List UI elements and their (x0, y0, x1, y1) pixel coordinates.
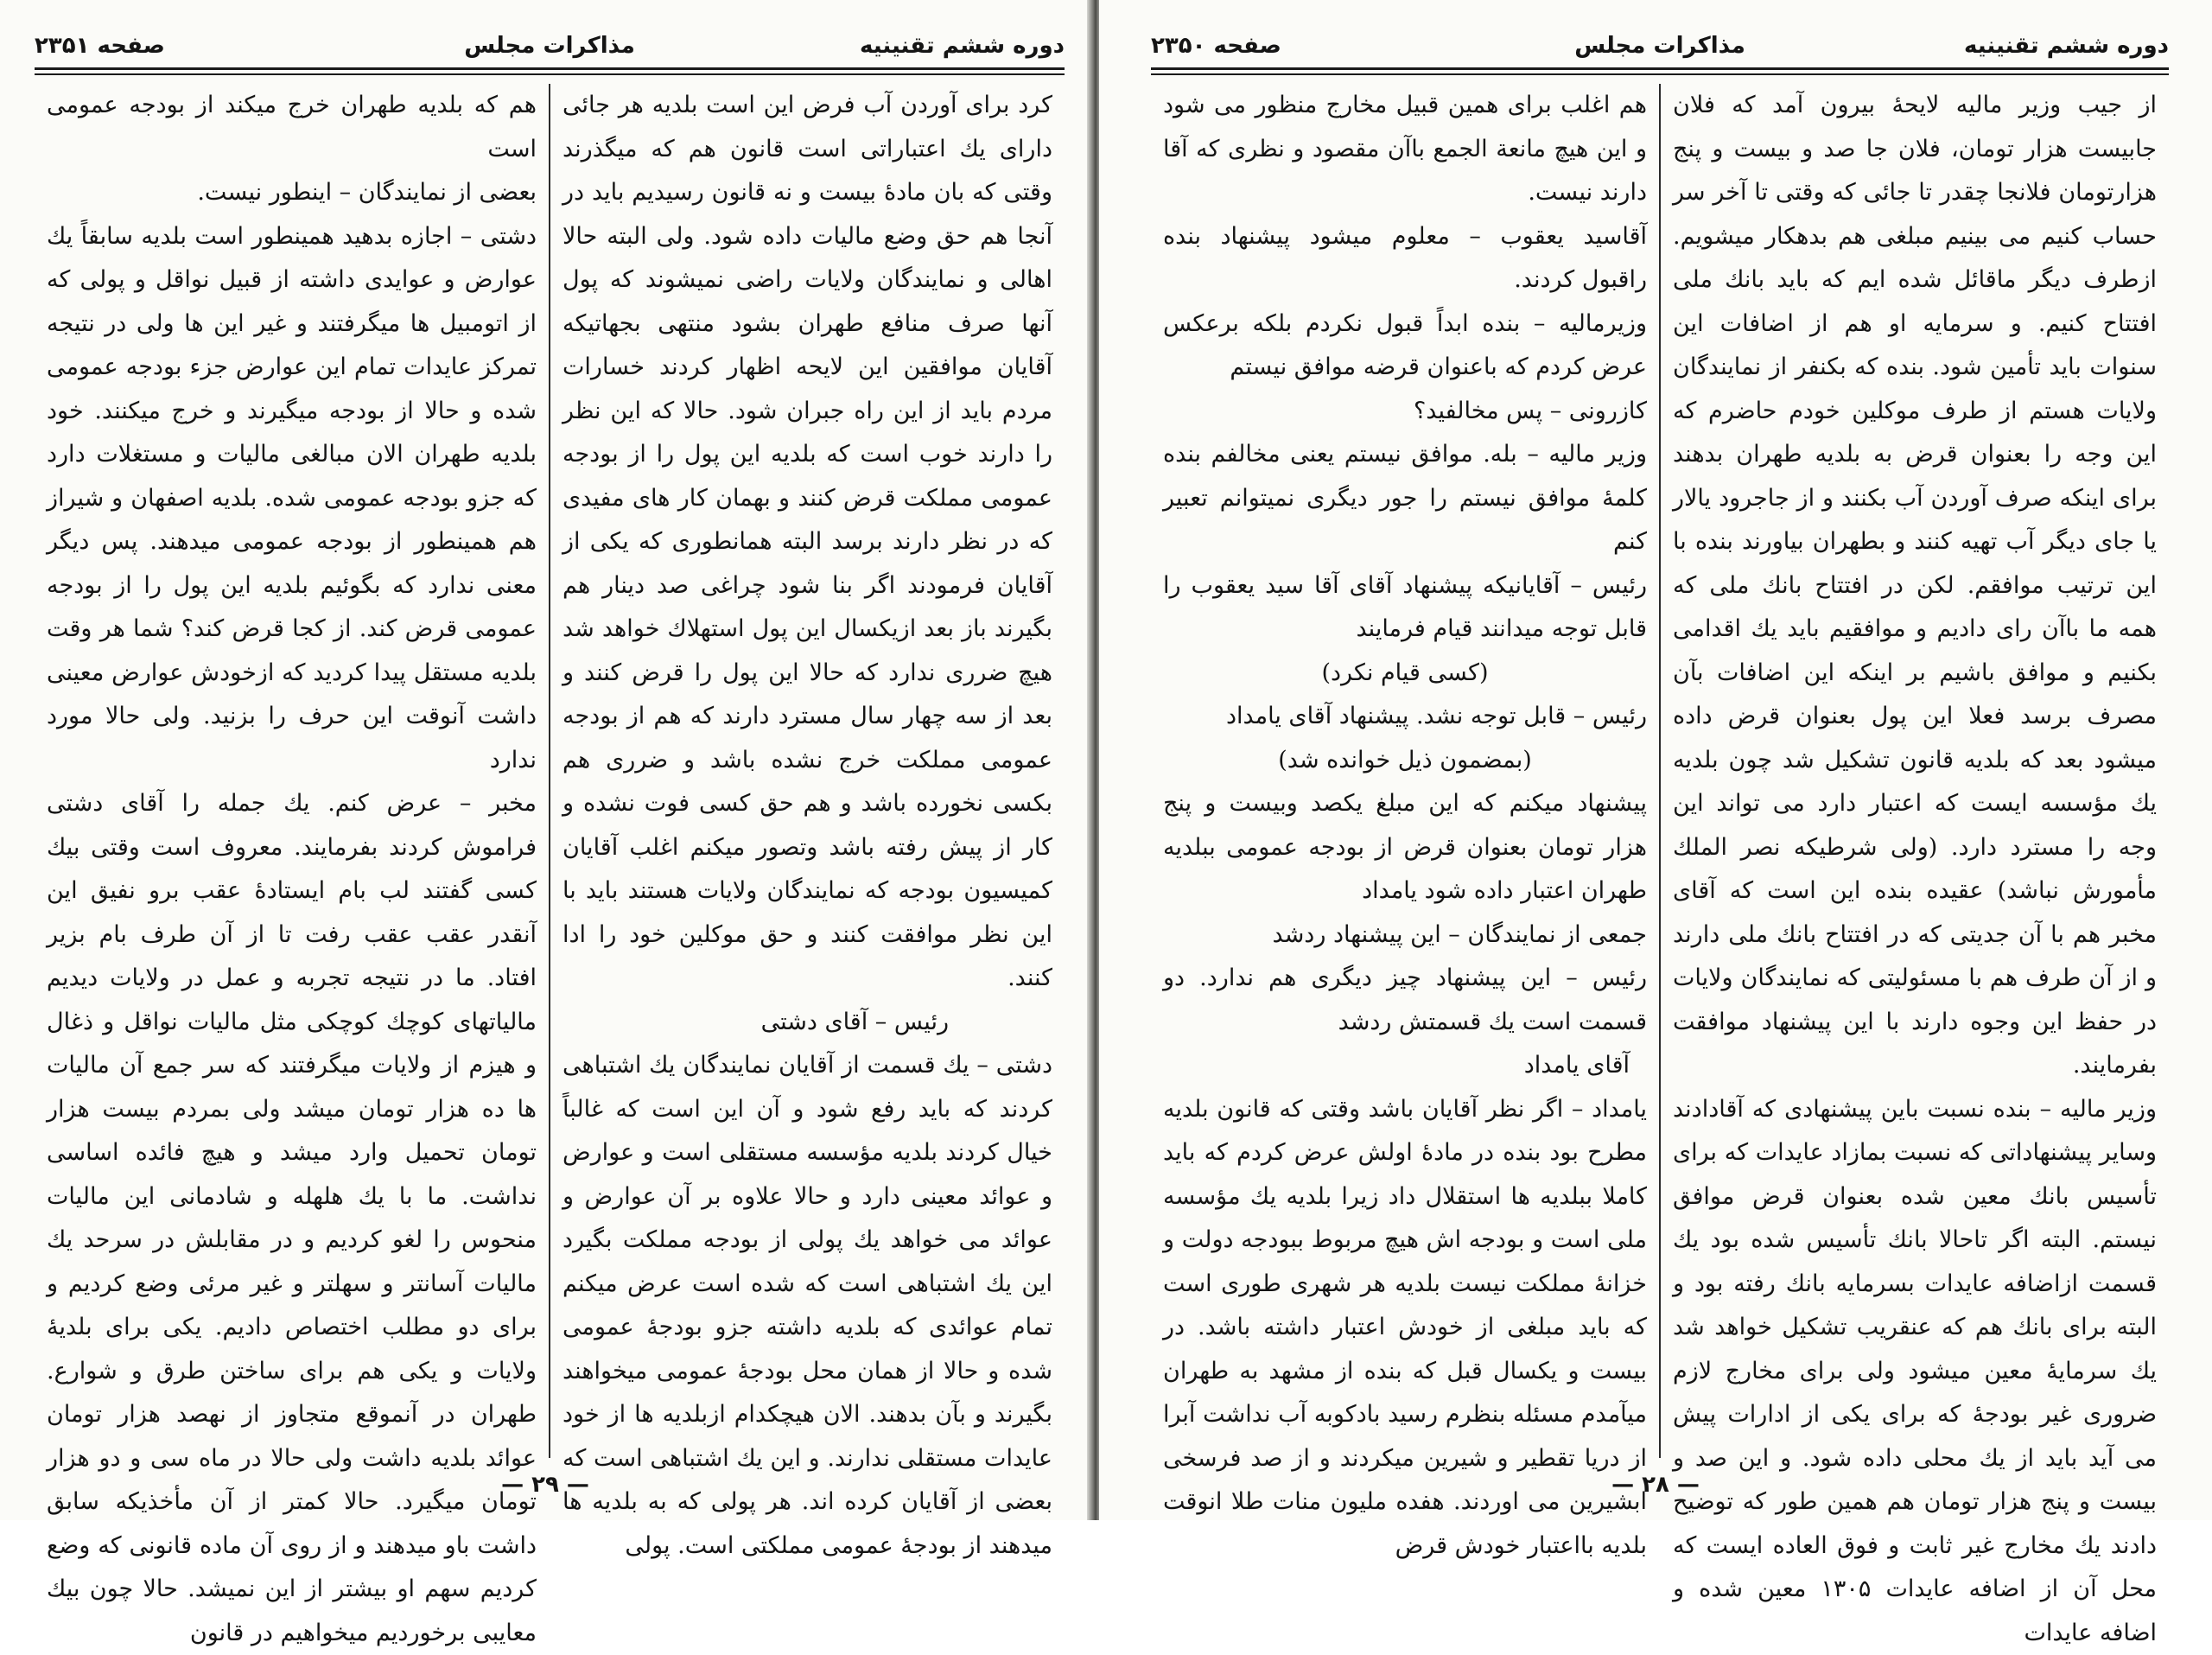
paragraph: از جیب وزیر مالیه لایحهٔ بیرون آمد که فلان جابیست هزار تومان، فلان جا صد و بیست و پنج هزارتومان فلانجا چقدر تا جائی که وقتی تا آخر سر حساب کنیم می بینیم مبلغی هم بدهکار میشویم. ازطرف دیگر ماقائل شده ایم که باید بانك ملی افتتاح کنیم. و سرمایه او هم از اضافات این سنوات باید تأمین شود. بنده که بکنفر از نمایندگان ولایات هستم از طرف موکلین خودم حاضرم که این وجه را بعنوان قرض به بلدیه طهران بدهند برای اینکه صرف آوردن آب بکنند و از جاجرود یالار یا جای دیگر آب تهیه کنند و بطهران بیاورند بنده با این ترتیب موافقم. لکن در افتتاح بانك ملی که همه ما باآن رای دادیم و موافقیم باید یك اقدامی بکنیم و موافق باشیم بر اینکه این اضافات بآن مصرف برسد فعلا این پول بعنوان قرض داده میشود بعد که بلدیه قانون تشکیل شد چون بلدیه یك مؤسسه ایست که اعتبار دارد می تواند این وجه را مسترد دارد. (ولی شرطیکه نصر الملك مأمورش نباشد) عقیده بنده این است که آقای مخبر هم با آن جدیتی که در افتتاح بانك ملی دارند و از آن طرف هم با مسئولیتی که نمایندگان ولایات در حفظ این وجوه دارند با این پیشنهاد موافقت بفرمایند. (1673, 84, 2157, 1088)
page-header (35, 17, 1065, 67)
paragraph: رئیس – آقایانیکه پیشنهاد آقای آقا سید یعقوب را قابل توجه میدانند قیام فرمایند (1163, 564, 1647, 652)
paragraph: رئیس – این پیشنهاد چیز دیگری هم ندارد. دو قسمت است یك قسمتش ردشد (1163, 957, 1647, 1044)
paragraph: وزیر مالیه – بنده نسبت باین پیشنهادی که آقادادند وسایر پیشنهاداتی که نسبت بمازاد عایدات که برای تأسیس بانك معین شده بعنوان قرض موافق نیستم. البته اگر تاحالا بانك تأسیس شده بود یك قسمت ازاضافه عایدات بسرمایه بانك رفته بود و البته برای بانك هم که عنقریب تشکیل خواهد شد یك سرمایهٔ معین میشود ولی برای مخارج لازم ضروری غیر بودجهٔ که برای یکی از ادارات پیش می آید باید از یك محلی داده شود. و این صد و بیست و پنج هزار تومان هم همین طور که توضیح دادند یك مخارج غیر ثابت و فوق العاده ایست که محل آن از اضافه عایدات ۱۳۰۵ معین شده و اضافه عایدات (1673, 1088, 2157, 1655)
header-publication-title: مذاکرات مجلس (464, 33, 635, 59)
header-rule (1151, 67, 2169, 70)
header-rule-thin (1151, 73, 2169, 75)
paragraph: رئیس – آقای دشتی (563, 1001, 1052, 1045)
paragraph: وزیر مالیه – بله. موافق نیستم یعنی مخالفم بنده کلمهٔ موافق نیستم را جور دیگری نمیتوانم تعبیر کنم (1163, 433, 1647, 564)
paragraph: هم اغلب برای همین قبیل مخارج منظور می شود و این هیچ مانعة الجمع باآن مقصود و نظری که آقا دارند نیست. (1163, 84, 1647, 215)
header-publication-title: مذاکرات مجلس (1574, 33, 1745, 59)
header-page-number: صفحه ۲۳۵۱ (35, 33, 165, 59)
paragraph: کرد برای آوردن آب فرض این است بلدیه هر جائی دارای یك اعتباراتی است قانون هم که میگذرند وقتی که بان مادهٔ بیست و نه قانون رسیدیم باید در آنجا هم حق وضع مالیات داده شود. ولی البته حالا اهالی و نمایندگان ولایات راضی نمیشوند که پول آنها صرف منافع طهران بشود منتهی بجهاتیکه آقایان موافقین این لایحه اظهار کردند خسارات مردم باید از این راه جبران شود. حالا که این نظر را دارند خوب است که بلدیه این پول را از بودجه عمومی مملکت قرض کنند و بهمان کار های مفیدی که در نظر دارند برسد البته همانطوری که یکی از آقایان فرمودند اگر بنا شود چراغی صد دینار هم بگیرند باز بعد ازیکسال این پول استهلاك خواهد شد هیچ ضرری ندارد که حالا این پول را قرض کنند و بعد از سه چهار سال مسترد دارند که هم از بودجه عمومی مملکت خرج نشده باشد و ضرری هم بکسی نخورده باشد و هم حق کسی فوت نشده و کار از پیش رفته باشد وتصور میکنم اغلب آقایان کمیسیون بودجه که نمایندگان ولایات هستند باید با این نظر موافقت کنند و حق موکلین خود را ادا کنند. (563, 84, 1052, 1001)
text-columns (35, 84, 1065, 1458)
header-rule-thin (35, 73, 1065, 75)
paragraph: دشتی – اجازه بدهید همینطور است بلدیه سابقاً یك عوارض و عوایدی داشته از قبیل نواقل و پولی که از اتومبیل ها میگرفتند و غیر این ها ولی در نتیجه تمرکز عایدات تمام این عوارض جزء بودجه عمومی شده و حالا از بودجه میگیرند و خرج میکنند. خود بلدیه طهران الان مبالغی مالیات و مستغلات دارد که جزو بودجه عمومی شده. بلدیه اصفهان و شیراز هم همینطور از بودجه عمومی میدهند. پس دیگر معنی ندارد که بگوئیم بلدیه این پول را از بودجه عمومی قرض کند. از کجا قرض کند؟ شما هر وقت بلدیه مستقل پیدا کردید که ازخودش عوارض معینی داشت آنوقت این حرف را بزنید. ولی حالا مورد ندارد (47, 215, 537, 783)
paragraph: هم که بلدیه طهران خرج میکند از بودجه عمومی است (47, 84, 537, 171)
header-page-number: صفحه ۲۳۵۰ (1151, 33, 1281, 59)
text-column-right (1661, 84, 2169, 1458)
paragraph: آقای یامداد (1163, 1044, 1647, 1088)
paragraph: رئیس – قابل توجه نشد. پیشنهاد آقای یامداد (1163, 695, 1647, 739)
page-header (1151, 17, 2169, 67)
left-page (0, 0, 1090, 1520)
paragraph: آقاسید یعقوب – معلوم میشود پیشنهاد بنده راقبول کردند. (1163, 215, 1647, 302)
paragraph: جمعی از نمایندگان – این پیشنهاد ردشد (1163, 913, 1647, 958)
text-columns (1151, 84, 2169, 1458)
page-footer-number: — ۲۸ — (1099, 1472, 2212, 1498)
paragraph: پیشنهاد میکنم که این مبلغ یکصد وبیست و پنج هزار تومان بعنوان قرض از بودجه عمومی ببلدیه طهران اعتبار داده شود یامداد (1163, 782, 1647, 913)
paragraph: (کسی قیام نکرد) (1163, 652, 1647, 696)
paragraph: کازرونی – پس مخالفید؟ (1163, 390, 1647, 434)
paragraph: دشتی – یك قسمت از آقایان نمایندگان یك اشتباهی کردند که باید رفع شود و آن این است که غالباً خیال کردند بلدیه مؤسسه مستقلی است و عوارض و عوائد معینی دارد و حالا علاوه بر آن عوارض و عوائد می خواهد یك پولی از بودجه مملکت بگیرد این یك اشتباهی است که شده است عرض میکنم تمام عوائدی که بلدیه داشته جزو بودجهٔ عمومی شده و حالا از همان محل بودجهٔ عمومی میخواهند بگیرند و بآن بدهند. الان هیچکدام ازبلدیه ها از خود عایدات مستقلی ندارند. و این یك اشتباهی است که بعضی از آقایان کرده اند. هر پولی که به بلدیه ها میدهند از بودجهٔ عمومی مملکتی است. پولی (563, 1044, 1052, 1568)
right-page (1099, 0, 2212, 1520)
header-rule (35, 67, 1065, 70)
paragraph: بعضی از نمایندگان – اینطور نیست. (47, 171, 537, 215)
text-column-left (1151, 84, 1659, 1458)
text-column-left (35, 84, 549, 1458)
text-column-right (550, 84, 1065, 1458)
page-footer-number: — ۲۹ — (0, 1472, 1090, 1498)
paragraph: یامداد – اگر نظر آقایان باشد وقتی که قانون بلدیه مطرح بود بنده در مادهٔ اولش عرض کردم که باید کاملا ببلدیه ها استقلال داد زیرا بلدیه یك مؤسسه ملی است و بودجه اش هیچ مربوط ببودجه دولت و خزانهٔ مملکت نیست بلدیه هر شهری طوری است که باید مبلغی از خودش اعتبار داشته باشد. در بیست و یکسال قبل که بنده از مشهد به طهران میآمدم مسئله بنظرم رسید بادکوبه آب نداشت آبرا از دریا تقطیر و شیرین میکردند و از صد فرسخی ابشیرین می اوردند. هفده ملیون منات طلا انوقت بلدیه بااعتبار خودش قرض (1163, 1088, 1647, 1569)
paragraph: (بمضمون ذیل خوانده شد) (1163, 739, 1647, 783)
paragraph: وزیرمالیه – بنده ابداً قبول نکردم بلکه برعکس عرض کردم که باعنوان قرضه موافق نیستم (1163, 302, 1647, 390)
header-session-title: دوره ششم تقنینیه (860, 33, 1065, 59)
header-session-title: دوره ششم تقنینیه (1964, 33, 2169, 59)
paragraph: مخبر – عرض کنم. یك جمله را آقای دشتی فراموش کردند بفرمایند. معروف است وقتی بیك کسی گفتند لب بام ایستادهٔ عقب برو نفیق این آنقدر عقب عقب رفت تا از آن طرف بام بزیر افتاد. ما در نتیجه تجربه و عمل در ولایات دیدیم مالیاتهای کوچك کوچکی مثل مالیات نواقل و ذغال و هیزم از ولایات میگرفتند که سر جمع آن مالیات ها ده هزار تومان میشد ولی بمردم بیست هزار تومان تحمیل وارد میشد و هیچ فائده اساسی نداشت. ما با یك هلهله و شادمانی این مالیات منحوس را لغو کردیم و در مقابلش در سرحد یك مالیات آسانتر و سهلتر و غیر مرئی وضع کردیم و برای دو مطلب اختصاص دادیم. یکی برای بلدیهٔ ولایات و یکی هم برای ساختن طرق و شوارع. طهران در آنموقع متجاوز از نهصد هزار تومان عوائد بلدیه داشت ولی حالا در ماه سی و دو هزار تومان میگیرد. حالا کمتر از آن مأخذیکه سابق داشت باو میدهند و از روی آن ماده قانونی که وضع کردیم سهم او بیشتر از این نمیشد. حالا چون بیك معایبی برخوردیم میخواهیم در قانون (47, 782, 537, 1655)
